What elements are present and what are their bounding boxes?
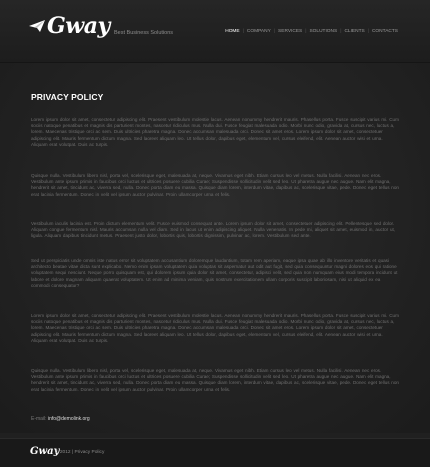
nav-separator: | (242, 29, 244, 34)
nav-separator: | (340, 29, 342, 34)
nav-item-services[interactable]: SERVICES (278, 29, 303, 34)
policy-paragraph: Quisque nulla. Vestibulum libero nisl, porta vel, scelerisque eget, malesuada at, neque. Vivamus eget nibh. Etiam cursus leo vel metus. Nulla facilisi. Aenean nec eros. Vestibulum ante ipsum primis in faucibus orci luctus et ultrices posuere cubilia Curae; Suspendisse sollicitudin velit sed leo. Ut pharetra augue nec augue. Nam elit magna, hendrerit sit amet, tincidunt ac, viverra sed, nulla. Donec porta diam eu massa. Quisque diam lorem, interdum vitae, dapibus ac, scelerisque vitae, pede. Donec eget tellus non erat lacinia fermentum. Donec in velit vel ipsum auctor pulvinar. Proin ullamcorper urna et felis. (31, 368, 399, 392)
nav-item-home[interactable]: HOME (225, 29, 240, 34)
main-nav (222, 29, 401, 34)
nav-item-clients[interactable]: CLIENTS (344, 29, 365, 34)
nav-item-solutions[interactable]: SOLUTIONS (309, 29, 338, 34)
policy-paragraph: Lorem ipsum dolor sit amet, consectetur adipiscing elit. Praesent vestibulum molestie lacus. Aenean nonummy hendrerit mauris. Phasellus porta. Fusce suscipit varius mi. Cum sociis natoque penatibus et magnis dis parturient montes, nascetur ridiculus mus. Nulla dui. Fusce feugiat malesuada odio. Morbi nunc odio, gravida at, cursus nec, luctus a, lorem. Maecenas tristique orci ac sem. Duis ultricies pharetra magna. Donec accumsan malesuada orci. Donec sit amet eros. Lorem ipsum dolor sit amet, consectetuer adipiscing elit. Mauris fermentum dictum magna. Sed laoreet aliquam leo. Ut tellus dolor, dapibus eget, elementum vel, cursus eleifend, elit. Aenean auctor wisi et urna. Aliquam erat volutpat. Duis ac turpis. (31, 313, 399, 343)
policy-paragraph: Vestibulum iaculis lacinia est. Proin dictum elementum velit. Fusce euismod consequat ante. Lorem ipsum dolor sit amet, consectetuer adipiscing elit. Pellentesque sed dolor. Aliquam congue fermentum nisl. Mauris accumsan nulla vel diam. Sed in lacus ut enim adipiscing aliquet. Nulla venenatis. In pede mi, aliquet sit amet, euismod in, auctor ut, ligula. Aliquam dapibus tincidunt metus. Praesent justo dolor, lobortis quis, lobortis dignissim, pulvinar ac, lorem. Vestibulum sed ante. (31, 221, 396, 239)
footer-copyright (55, 450, 104, 455)
site-logo[interactable]: Gway (47, 13, 110, 39)
page-title: PRIVACY POLICY (31, 92, 104, 102)
site-tagline: Best Business Solutions (114, 30, 174, 36)
footer-logo[interactable]: Gway (30, 446, 60, 457)
nav-item-company[interactable]: COMPANY (246, 29, 271, 34)
copyright-text: © 2012 (55, 450, 71, 455)
nav-separator: | (273, 29, 276, 34)
footer-separator: | (71, 450, 74, 455)
privacy-policy-link[interactable]: Privacy Policy (74, 450, 105, 455)
nav-separator: | (305, 29, 307, 34)
contact-email (31, 416, 90, 422)
site-header (0, 0, 430, 63)
email-label: E-mail: (31, 416, 47, 422)
site-footer (0, 438, 430, 467)
email-link[interactable]: info@demolink.org (47, 416, 90, 422)
nav-separator: | (367, 29, 369, 34)
policy-paragraph: Lorem ipsum dolor sit amet, consectetur adipiscing elit. Praesent vestibulum molestie lacus. Aenean nonummy hendrerit mauris. Phasellus porta. Fusce suscipit varius mi. Cum sociis natoque penatibus et magnis dis parturient montes, nascetur ridiculus mus. Nulla dui. Fusce feugiat malesuada odio. Morbi nunc odio, gravida at, cursus nec, luctus a, lorem. Maecenas tristique orci ac sem. Duis ultricies pharetra magna. Donec accumsan malesuada orci. Donec sit amet eros. Lorem ipsum dolor sit amet, consectetuer adipiscing elit. Mauris fermentum dictum magna. Sed laoreet aliquam leo. Ut tellus dolor, dapibus eget, elementum vel, cursus eleifend, elit. Aenean auctor wisi et urna. Aliquam erat volutpat. Duis ac turpis. (31, 117, 399, 147)
policy-paragraph: Quisque nulla. Vestibulum libero nisl, porta vel, scelerisque eget, malesuada at, neque. Vivamus eget nibh. Etiam cursus leo vel metus. Nulla facilisi. Aenean nec eros. Vestibulum ante ipsum primis in faucibus orci luctus et ultrices posuere cubilia Curae; Suspendisse sollicitudin velit sed leo. Ut pharetra augue nec augue. Nam elit magna, hendrerit sit amet, tincidunt ac, viverra sed, nulla. Donec porta diam eu massa. Quisque diam lorem, interdum vitae, dapibus ac, scelerisque vitae, pede. Donec eget tellus non erat lacinia fermentum. Donec in velit vel ipsum auctor pulvinar. Proin ullamcorper urna et felis. (31, 173, 399, 197)
nav-item-contacts[interactable]: CONTACTS (371, 29, 398, 34)
policy-paragraph: Sed ut perspiciatis unde omnis iste natus error sit voluptatem accusantium doloremque laudantium, totam rem aperiam, eaque ipsa quae ab illo inventore veritatis et quasi architecto beatae vitae dicta sunt explicabo. Nemo enim ipsam voluptatem quia voluptas sit aspernatur aut odit aut fugit, sed quia consequuntur magni dolores eos qui ratione voluptatem sequi nesciunt. Neque porro quisquam est, qui dolorem ipsum quia dolor sit amet, consectetur, adipisci velit, sed quia non numquam eius modi tempora incidunt ut labore et dolore magnam aliquam quaerat voluptatem. Ut enim ad minima veniam, quis nostrum exercitationem ullam corporis suscipit laboriosam, nisi ut aliquid ex ea commodi consequatur? (31, 258, 398, 288)
paper-plane-icon (29, 20, 45, 32)
